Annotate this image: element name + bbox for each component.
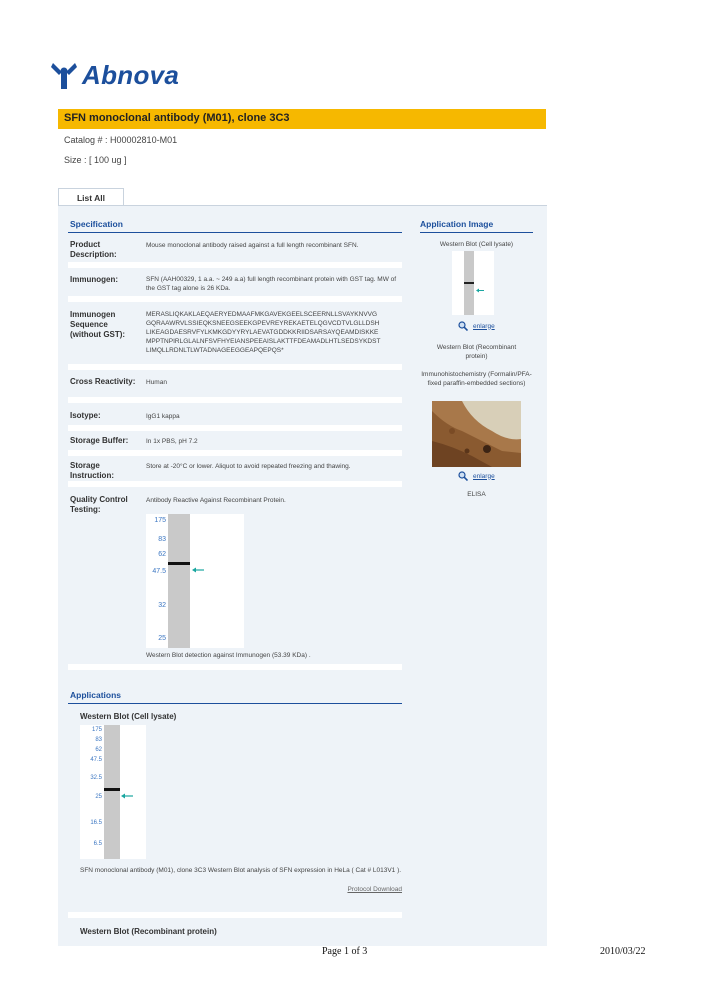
marker-label: 83: [158, 536, 166, 543]
enlarge-link-2[interactable]: [458, 471, 495, 481]
row-separator: [68, 425, 402, 431]
row-separator: [68, 912, 402, 918]
print-date: 2010/03/22: [600, 946, 646, 957]
spec-value-immunogen-sequence: MERASLIQKAKLAEQAERYEDMAAFMKGAVEKGEELSCEERNLLSVAYKNVVGGQRAAWRVLSSIEQKSNEEGSEEKGPEVREYREKAETELQGVCDTVLGLLDSHLIKEAGDAESRVFYLKMKGDYYRYLAEVATGDDKKRIIDSARSAYQEAMDISKKEMPPTNPIRLGLALNFSVFHYEIANSPEEAISLAKTTFDEAMADLHTLSEDSYKDSTLIMQLLRDNLTLWTADNAGEEGGEAPQEPQS*: [146, 311, 381, 354]
spec-value-quality-control: Antibody Reactive Against Recombinant Protein.: [146, 497, 286, 504]
band-arrow-icon: [476, 280, 484, 285]
wb-cell-caption: SFN monoclonal antibody (M01), clone 3C3 Western Blot analysis of SFN expression in HeLa ( Cat # L013V1 ).: [80, 867, 402, 874]
app-image-caption-elisa: ELISA: [467, 491, 486, 498]
marker-label: 175: [154, 517, 166, 524]
catalog-number: Catalog # : H00002810-M01: [64, 135, 178, 145]
spec-label-storage-buffer: Storage Buffer:: [70, 436, 129, 445]
spec-value-product-description: Mouse monoclonal antibody raised against a full length recombinant SFN.: [146, 242, 359, 249]
page-number: Page 1 of 3: [322, 946, 368, 957]
product-title-bar: [58, 109, 546, 129]
specification-divider: [68, 232, 402, 233]
product-size: Size : [ 100 ug ]: [64, 155, 127, 165]
brand-name: Abnova: [82, 59, 180, 90]
row-separator: [68, 481, 402, 487]
wb-cell-blot-image[interactable]: [80, 725, 146, 859]
applications-heading: Applications: [70, 690, 122, 700]
spec-label-quality-control: Quality Control Testing:: [70, 495, 128, 514]
spec-label-immunogen-sequence: Immunogen Sequence (without GST):: [70, 310, 126, 339]
application-image-heading: Application Image: [420, 219, 494, 229]
marker-label: 62: [158, 551, 166, 558]
app-image-caption-wb-cell: Western Blot (Cell lysate): [439, 241, 514, 248]
row-separator: [68, 364, 402, 370]
app-image-caption-wb-recomb: Western Blot (Recombinant protein): [436, 344, 517, 360]
marker-label: 32: [158, 602, 166, 609]
app-image-caption-ihc: Immunohistochemistry (Formalin/PFA-fixed paraffin-embedded sections): [421, 371, 532, 387]
row-separator: [68, 450, 402, 456]
qc-western-blot-image[interactable]: [146, 514, 244, 648]
spec-label-immunogen: Immunogen:: [70, 275, 118, 284]
spec-value-isotype: IgG1 kappa: [146, 413, 180, 420]
applications-divider: [68, 703, 402, 704]
spec-label-isotype: Isotype:: [70, 411, 101, 420]
blot-lane: [168, 514, 190, 648]
marker-label: 47.5: [90, 757, 102, 763]
qc-blot-caption: Western Blot detection against Immunogen (53.39 KDa) .: [146, 652, 311, 659]
band-arrow-icon: [192, 560, 204, 566]
row-separator: [68, 296, 402, 302]
product-title: SFN monoclonal antibody (M01), clone 3C3: [64, 112, 290, 124]
wb-cell-thumbnail[interactable]: [452, 251, 494, 315]
spec-value-cross-reactivity: Human: [146, 379, 167, 386]
blot-band: [104, 788, 120, 791]
spec-label-product-description: Product Description:: [70, 240, 117, 259]
abnova-logo-icon: [50, 60, 78, 90]
marker-label: 25: [158, 635, 166, 642]
application-image-divider: [420, 232, 533, 233]
enlarge-link-1[interactable]: [458, 321, 495, 331]
magnifier-icon: [458, 471, 468, 481]
marker-label: 62: [95, 747, 102, 753]
row-separator: [68, 397, 402, 403]
specification-heading: Specification: [70, 219, 123, 229]
wb-recomb-title: Western Blot (Recombinant protein): [80, 927, 217, 936]
marker-label: 47.5: [152, 568, 166, 575]
row-separator: [68, 262, 402, 268]
marker-label: 6.5: [93, 841, 102, 847]
spec-value-storage-instruction: Store at -20°C or lower. Aliquot to avoid repeated freezing and thawing.: [146, 463, 351, 470]
enlarge-link-text[interactable]: enlarge: [473, 322, 495, 330]
abnova-logo[interactable]: [50, 58, 179, 92]
blot-band: [464, 282, 474, 284]
protocol-download-link[interactable]: Protocol Download: [347, 886, 402, 893]
wb-cell-title: Western Blot (Cell lysate): [80, 712, 177, 721]
spec-value-immunogen: SFN (AAH00329, 1 a.a. ~ 249 a.a) full length recombinant protein with GST tag. MW of the GST tag alone is 26 KDa.: [146, 276, 397, 292]
marker-label: 83: [95, 737, 102, 743]
band-arrow-icon: [121, 786, 133, 792]
enlarge-link-text[interactable]: enlarge: [473, 472, 495, 480]
ihc-thumbnail[interactable]: [432, 401, 521, 467]
spec-label-storage-instruction: Storage Instruction:: [70, 461, 114, 480]
spec-value-storage-buffer: In 1x PBS, pH 7.2: [146, 438, 198, 445]
marker-label: 175: [91, 727, 102, 733]
marker-label: 32.5: [90, 775, 102, 781]
tab-list-all[interactable]: List All: [58, 188, 124, 207]
spec-label-cross-reactivity: Cross Reactivity:: [70, 377, 136, 386]
row-separator: [68, 664, 402, 670]
blot-lane: [104, 725, 120, 859]
marker-label: 16.5: [90, 820, 102, 826]
marker-label: 25: [95, 794, 102, 800]
blot-band: [168, 562, 190, 565]
magnifier-icon: [458, 321, 468, 331]
